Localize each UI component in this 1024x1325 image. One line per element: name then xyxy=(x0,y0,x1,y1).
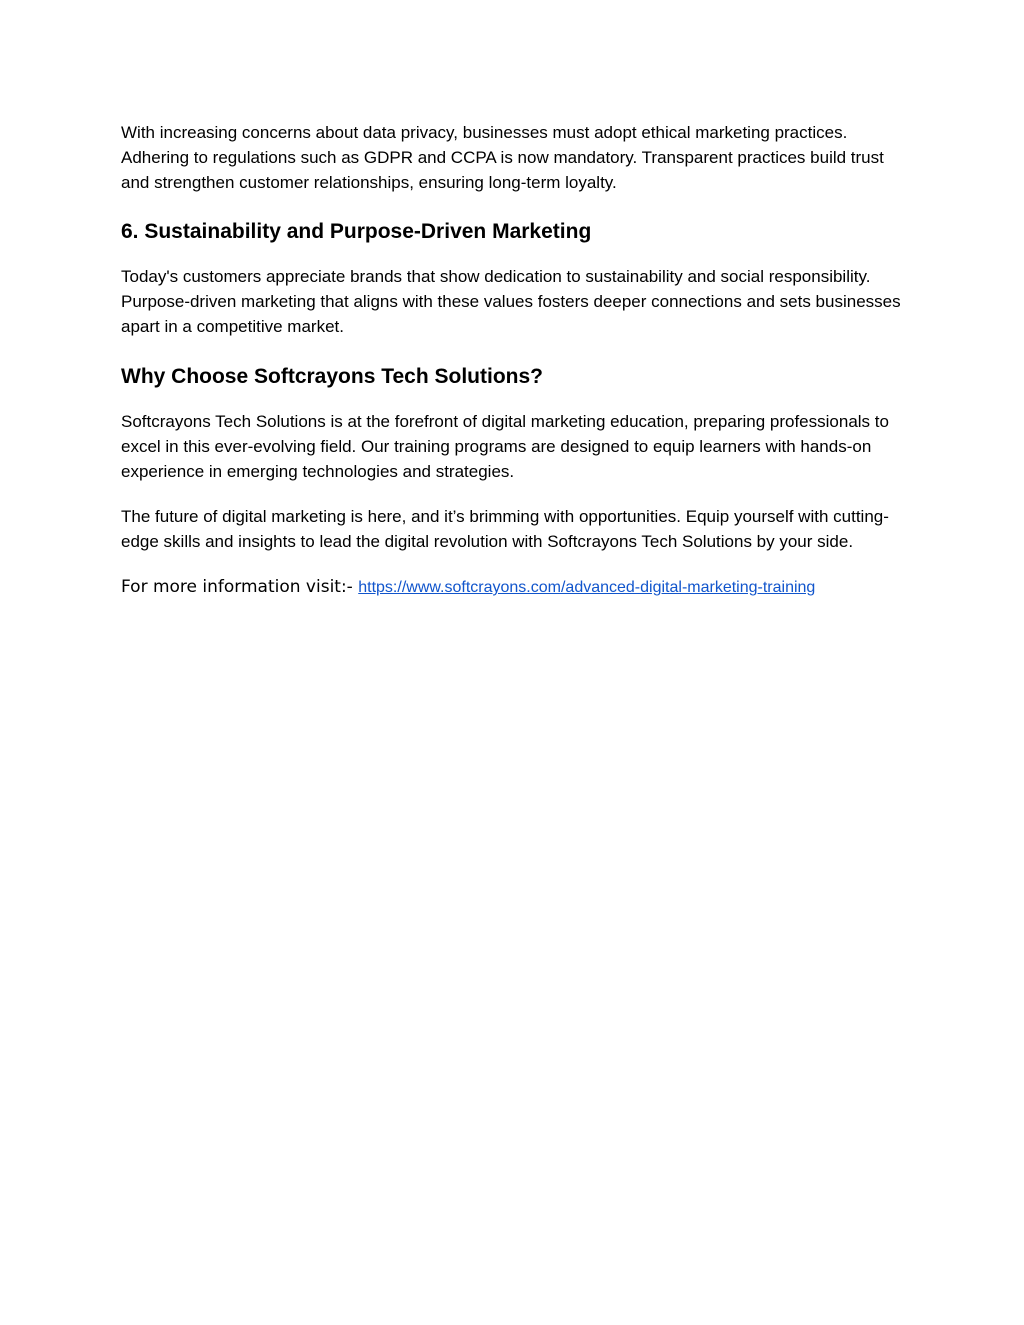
paragraph-why-choose: Softcrayons Tech Solutions is at the forefront of digital marketing education, preparing professionals to excel in this ever-evolving field. Our training programs are designed to equip learners with hands-on experience in emerging technologies and strategies. xyxy=(121,412,889,481)
heading-sustainability: 6. Sustainability and Purpose-Driven Marketing xyxy=(121,220,592,243)
document-page xyxy=(121,120,901,600)
more-info-link[interactable]: https://www.softcrayons.com/advanced-digital-marketing-training xyxy=(358,579,816,596)
more-info-label: For more information visit:- xyxy=(121,577,359,597)
paragraph-sustainability: Today's customers appreciate brands that show dedication to sustainability and social responsibility. Purpose-driven marketing that aligns with these values fosters deeper connections and sets businesses apart in a competitive market. xyxy=(121,267,901,336)
more-info-line xyxy=(121,574,901,600)
heading-why-choose: Why Choose Softcrayons Tech Solutions? xyxy=(121,365,543,388)
paragraph-privacy: With increasing concerns about data privacy, businesses must adopt ethical marketing practices. Adhering to regulations such as GDPR and CCPA is now mandatory. Transparent practices build trust and strengthen customer relationships, ensuring long-term loyalty. xyxy=(121,123,884,192)
paragraph-future: The future of digital marketing is here, and it’s brimming with opportunities. Equip yourself with cutting-edge skills and insights to lead the digital revolution with Softcrayons Tech Solutions by your side. xyxy=(121,507,889,551)
